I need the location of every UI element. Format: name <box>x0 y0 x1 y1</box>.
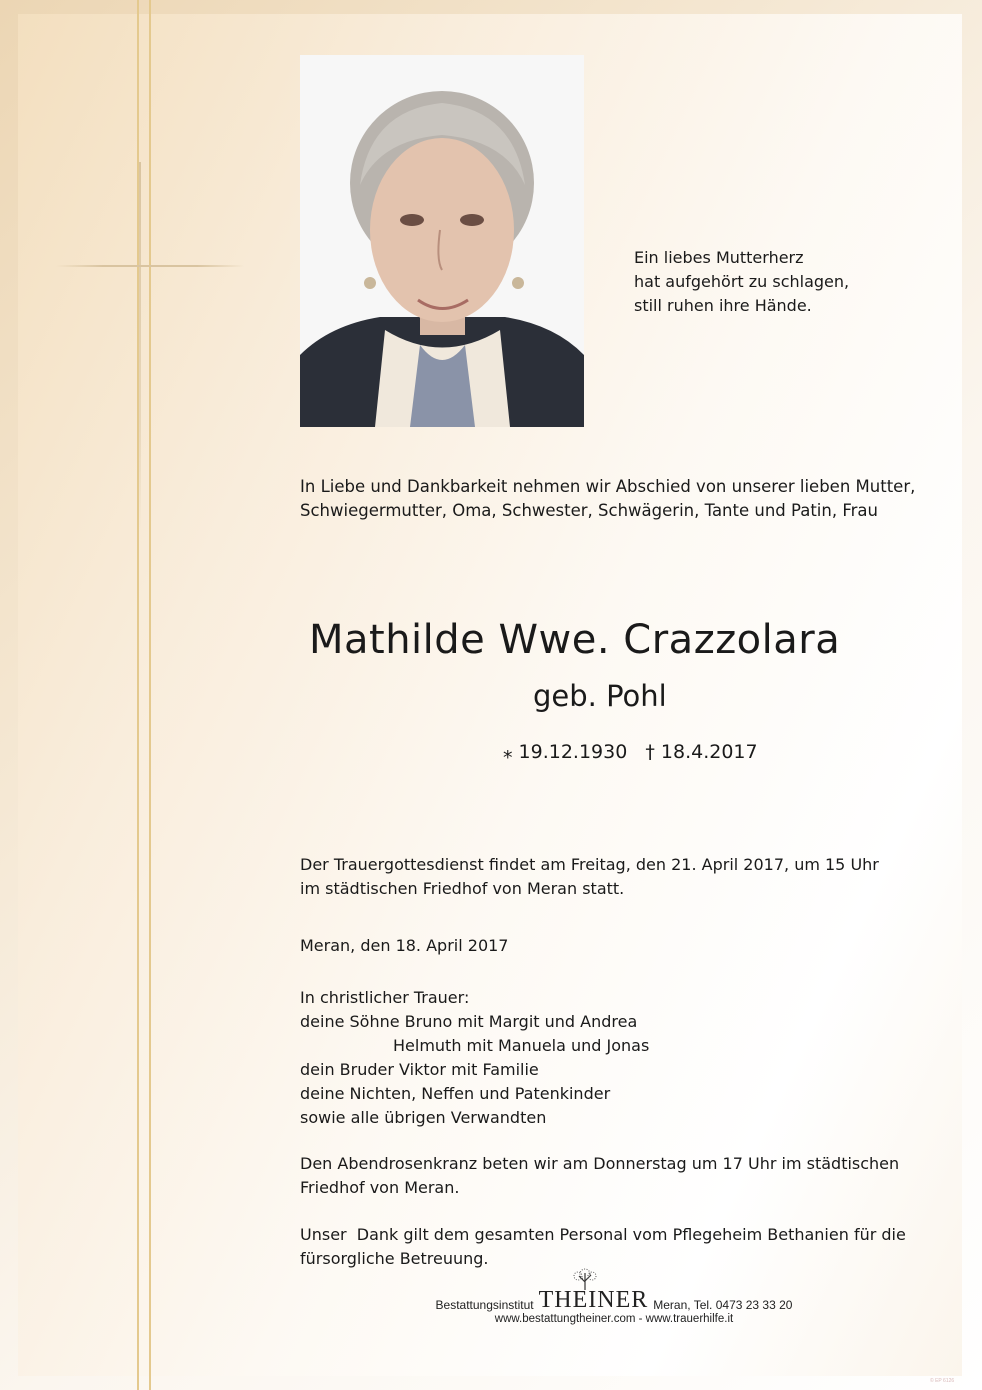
life-dates <box>503 741 770 763</box>
thanks-note <box>300 1223 925 1271</box>
thanks-line: Unser Dank gilt dem gesamten Personal vom Pflegeheim Bethanien für die <box>300 1225 906 1244</box>
verse <box>634 246 849 318</box>
rosary-line: Friedhof von Meran. <box>300 1178 460 1197</box>
cross-icon-vertical <box>139 162 141 534</box>
cross-icon-horizontal <box>56 265 244 267</box>
rosary-line: Den Abendrosenkranz beten wir am Donnerstag um 17 Uhr im städtischen <box>300 1154 900 1173</box>
mourner-line: sowie alle übrigen Verwandten <box>300 1108 547 1127</box>
footer-websites: www.bestattungtheiner.com - www.trauerhilfe.it <box>494 1313 734 1325</box>
thanks-line: fürsorgliche Betreuung. <box>300 1249 489 1268</box>
brand-name: THEINER <box>538 1287 649 1313</box>
footer-contact: Meran, Tel. 0473 23 33 20 <box>653 1298 793 1312</box>
verse-line: hat aufgehört zu schlagen, <box>634 272 850 291</box>
place-date: Meran, den 18. April 2017 <box>300 936 509 955</box>
footer-prefix: Bestattungsinstitut <box>435 1298 534 1312</box>
print-code: © EP 6126 <box>930 1378 955 1384</box>
birth-date: ⁎ 19.12.1930 <box>503 741 628 763</box>
service-announcement <box>300 853 920 901</box>
service-line: im städtischen Friedhof von Meran statt. <box>300 879 625 898</box>
tree-icon <box>567 1268 603 1290</box>
mourners-heading: In christlicher Trauer: <box>300 988 470 1007</box>
intro-line: In Liebe und Dankbarkeit nehmen wir Abschied von unserer lieben Mutter, <box>300 477 916 496</box>
mourner-line: deine Söhne Bruno mit Margit und Andrea <box>300 1012 638 1031</box>
service-line: Der Trauergottesdienst findet am Freitag, den 21. April 2017, um 15 Uhr <box>300 855 879 874</box>
deceased-name: Mathilde Wwe. Crazzolara <box>309 617 841 663</box>
intro-text <box>300 475 915 523</box>
intro-line: Schwiegermutter, Oma, Schwester, Schwägerin, Tante und Patin, Frau <box>300 501 878 520</box>
mourner-line: Helmuth mit Manuela und Jonas <box>393 1036 650 1055</box>
death-date: † 18.4.2017 <box>645 741 758 763</box>
funeral-home-logo <box>539 1288 649 1312</box>
portrait-photo <box>300 55 584 427</box>
mourner-line: deine Nichten, Neffen und Patenkinder <box>300 1084 611 1103</box>
verse-line: still ruhen ihre Hände. <box>634 296 812 315</box>
rosary-announcement <box>300 1152 925 1200</box>
verse-line: Ein liebes Mutterherz <box>634 248 804 267</box>
gold-rule-right <box>149 0 151 1390</box>
born-name: geb. Pohl <box>533 679 667 713</box>
mourners-list <box>300 986 649 1130</box>
funeral-home-footer <box>414 1288 814 1325</box>
mourner-line: dein Bruder Viktor mit Familie <box>300 1060 539 1079</box>
